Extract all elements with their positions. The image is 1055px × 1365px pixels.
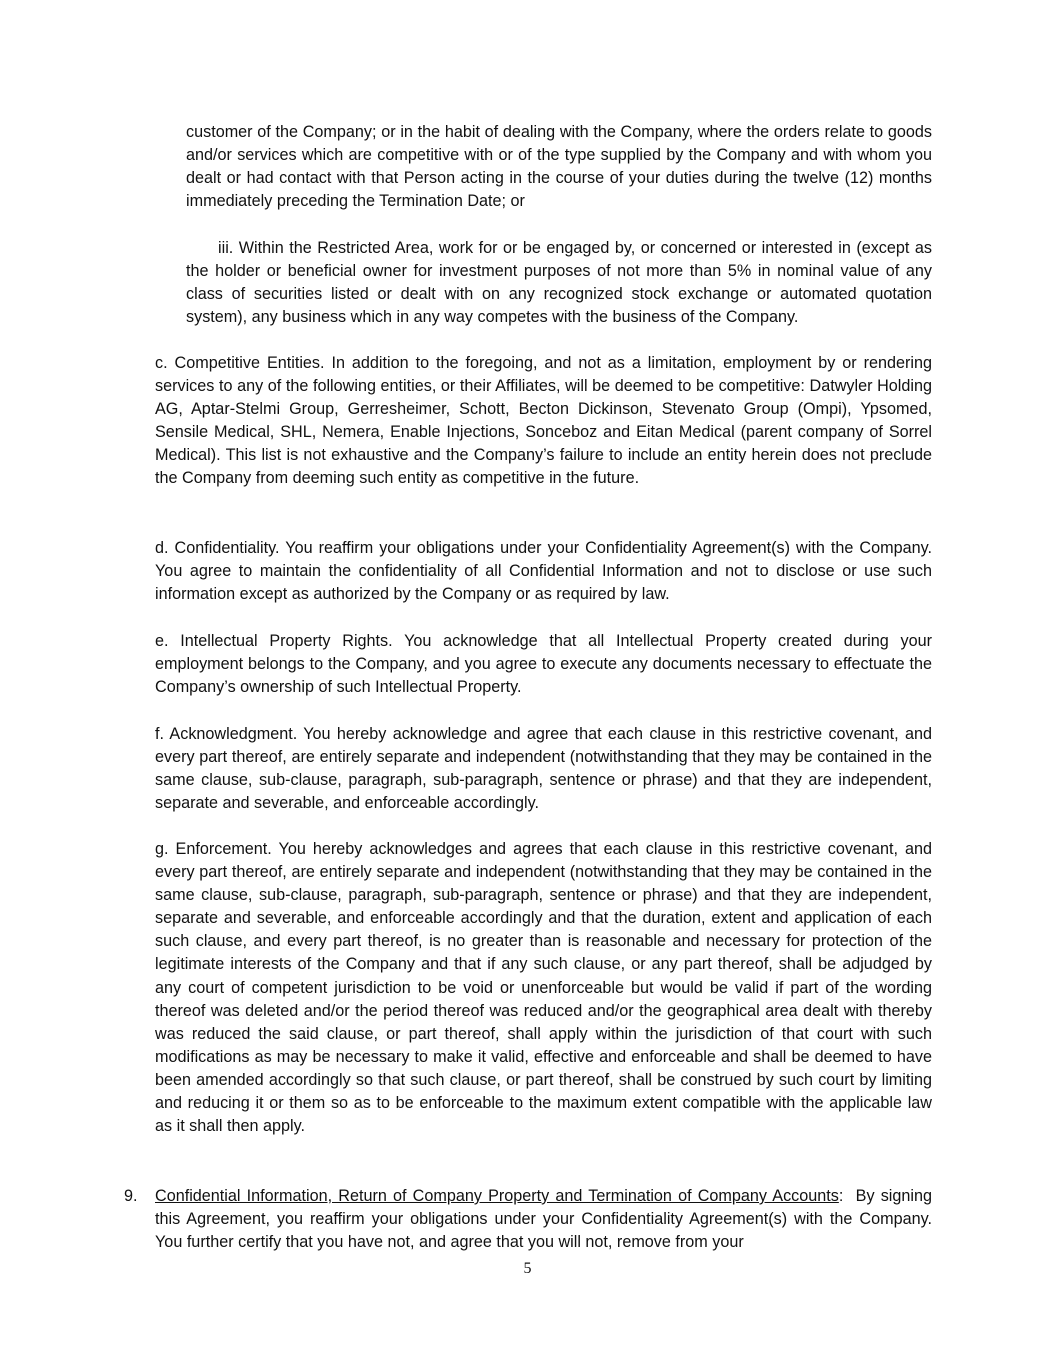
page-number: 5 xyxy=(523,1260,532,1277)
paragraph-iii: iii. Within the Restricted Area, work for or be engaged by, or concerned or interested in (except as the holder or beneficial owner for investment purposes of not more than 5% in nominal value of any class of securities listed or dealt with on any recognized stock exchange or automated quotation system), any business which in any way competes with the business of the Company. xyxy=(186,239,932,327)
section-9-heading: Confidential Information, Return of Company Property and Termination of Company Accounts xyxy=(155,1187,839,1205)
section-9-body xyxy=(155,1185,941,1254)
section-9 xyxy=(124,1185,941,1254)
paragraph-d-confidentiality: d. Confidentiality. You reaffirm your obligations under your Confidentiality Agreement(s) with the Company. You agree to maintain the confidentiality of all Confidential Information and not to disclose or use such information except as authorized by the Company or as required by law. xyxy=(155,539,932,604)
paragraph-e-intellectual-property: e. Intellectual Property Rights. You acknowledge that all Intellectual Property created during your employment belongs to the Company, and you agree to execute any documents necessary to effectuate the Company’s ownership of such Intellectual Property. xyxy=(155,632,932,697)
paragraph-f-acknowledgment: f. Acknowledgment. You hereby acknowledge and agree that each clause in this restrictive covenant, and every part thereof, are entirely separate and independent (notwithstanding that they may be contained in the same clause, sub-clause, paragraph, sub-paragraph, sentence or phrase) and that they are independent, separate and severable, and enforceable accordingly. xyxy=(155,725,932,813)
section-9-number: 9. xyxy=(124,1187,138,1205)
paragraph-g-enforcement: g. Enforcement. You hereby acknowledges and agrees that each clause in this restrictive covenant, and every part thereof, are entirely separate and independent (notwithstanding that they may be contained in the same clause, sub-clause, paragraph, sub-paragraph, sentence or phrase) and that they are independent, separate and severable, and enforceable accordingly and that the duration, extent and application of each such clause, and every part thereof, is no greater than is reasonable and necessary for protection of the legitimate interests of the Company and that if any such clause, or any part thereof, shall be adjudged by any court of competent jurisdiction to be void or unenforceable but would be valid if part of the wording thereof was deleted and/or the period thereof was reduced and/or the geographical area dealt with thereby was reduced the said clause, or part thereof, shall apply within the jurisdiction of that court with such modifications as may be necessary to make it valid, effective and enforceable and shall be deemed to have been amended accordingly so that such clause, or part thereof, shall be construed by such court by limiting and reducing it or them so as to be enforceable to the maximum extent compatible with the applicable law as it shall then apply. xyxy=(155,840,932,1136)
section-9-heading-colon: : xyxy=(838,1187,844,1205)
section-9-text: By signing this Agreement, you reaffirm your obligations under your Confidentiality Agreement(s) with the Company. You further certify that you have not, and agree that you will not, remove from your xyxy=(155,1187,941,1252)
paragraph-continuation: customer of the Company; or in the habit of dealing with the Company, where the orders relate to goods and/or services which are competitive with or of the type supplied by the Company and with whom you dealt or had contact with that Person acting in the course of your duties during the twelve (12) months immediately preceding the Termination Date; or xyxy=(186,123,932,211)
paragraph-c-competitive-entities: c. Competitive Entities. In addition to the foregoing, and not as a limitation, employment by or rendering services to any of the following entities, or their Affiliates, will be deemed to be competitive: Datwyler Holding AG, Aptar-Stelmi Group, Gerresheimer, Schott, Becton Dickinson, Stevenato Group (Ompi), Ypsomed, Sensile Medical, SHL, Nemera, Enable Injections, Sonceboz and Eitan Medical (parent company of Sorrel Medical). This list is not exhaustive and the Company’s failure to include an entity herein does not preclude the Company from deeming such entity as competitive in the future. xyxy=(155,354,932,488)
